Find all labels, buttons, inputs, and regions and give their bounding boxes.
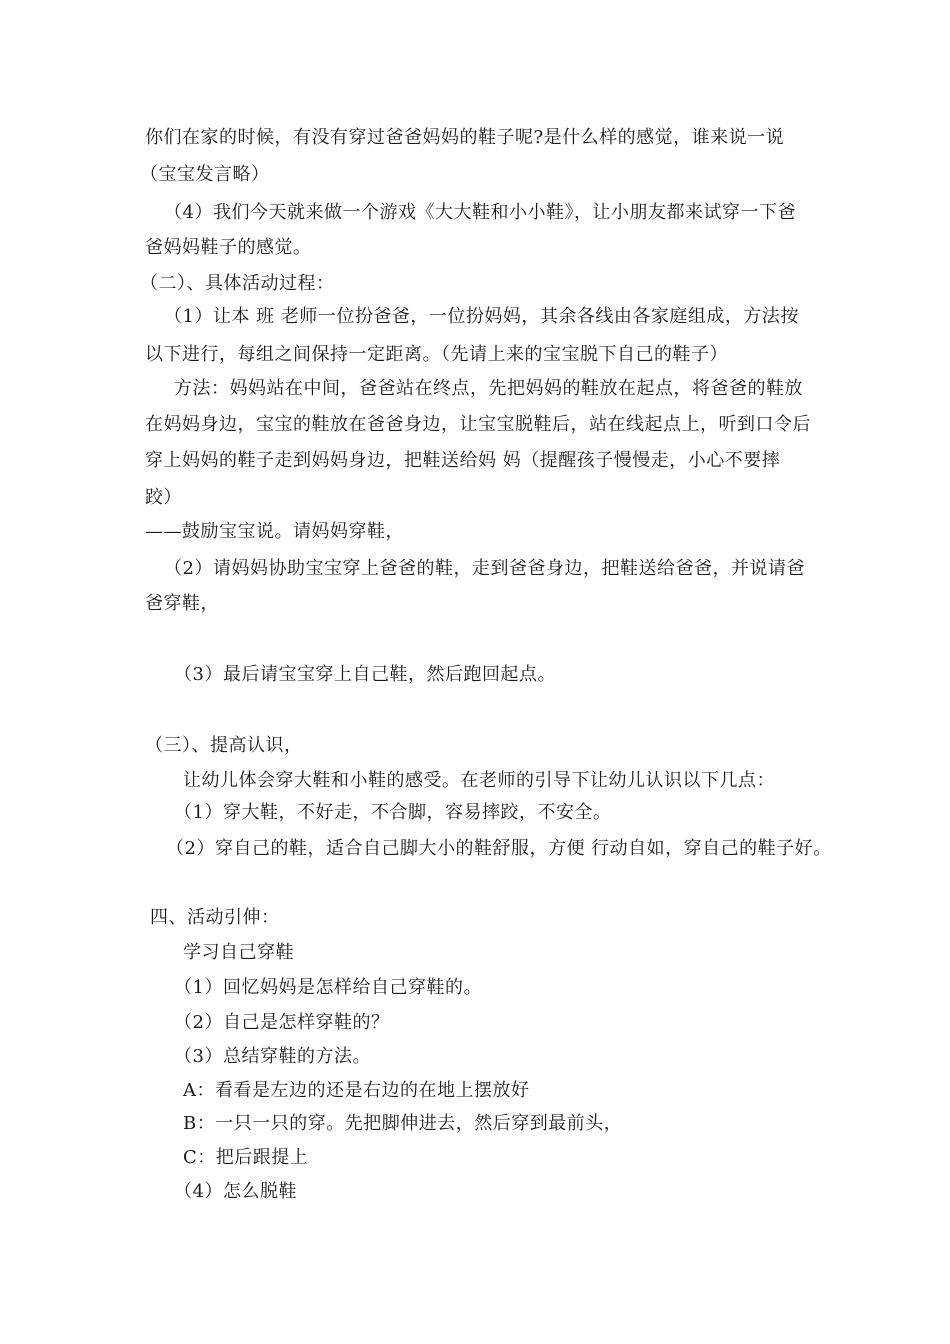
text-line: 在妈妈身边，宝宝的鞋放在爸爸身边，让宝宝脱鞋后，站在线起点上，听到口令后	[145, 414, 811, 435]
text-line: （2）自己是怎样穿鞋的？	[174, 1012, 390, 1033]
text-line: （4）怎么脱鞋	[174, 1181, 297, 1202]
text-line: （1）回忆妈妈是怎样给自己穿鞋的。	[174, 977, 482, 998]
text-line: 穿上妈妈的鞋子走到妈妈身边，把鞋送给妈 妈（提醒孩子慢慢走，小心不要摔	[145, 450, 781, 471]
text-line: （3）总结穿鞋的方法。	[174, 1046, 371, 1067]
text-line: 爸妈妈鞋子的感觉。	[145, 237, 312, 258]
text-line: 你们在家的时候，有没有穿过爸爸妈妈的鞋子呢?是什么样的感觉，谁来说一说	[145, 127, 785, 148]
text-line: A：看看是左边的还是右边的在地上摆放好	[183, 1080, 530, 1101]
text-line: 爸穿鞋，	[145, 593, 219, 614]
text-line: （2）穿自己的鞋，适合自己脚大小的鞋舒服，方便 行动自如，穿自己的鞋子好。	[166, 838, 832, 859]
text-line: C：把后跟提上	[183, 1147, 309, 1168]
text-line: （宝宝发言略）	[140, 164, 270, 185]
text-line: （2）请妈妈协助宝宝穿上爸爸的鞋，走到爸爸身边，把鞋送给爸爸，并说请爸	[164, 558, 805, 579]
text-line: （3）最后请宝宝穿上自己鞋，然后跑回起点。	[174, 664, 556, 685]
text-line: 跤）	[145, 487, 182, 508]
text-line: 学习自己穿鞋	[183, 942, 294, 963]
section-heading: 四、活动引伸：	[150, 907, 280, 928]
text-line: （1）让本 班 老师一位扮爸爸，一位扮妈妈，其余各线由各家庭组成，方法按	[164, 306, 799, 327]
text-line: （1）穿大鞋，不好走，不合脚，容易摔跤，不安全。	[174, 802, 612, 823]
text-line: ——鼓励宝宝说。请妈妈穿鞋，	[145, 521, 404, 542]
section-heading: （二）、具体活动过程：	[140, 273, 335, 294]
text-line: 方法：妈妈站在中间，爸爸站在终点，先把妈妈的鞋放在起点，将爸爸的鞋放	[174, 378, 803, 399]
text-line: 让幼儿体会穿大鞋和小鞋的感受。在老师的引导下让幼儿认识以下几点：	[183, 770, 775, 791]
text-line: B：一只一只的穿。先把脚伸进去，然后穿到最前头，	[183, 1113, 623, 1134]
text-line: （4）我们今天就来做一个游戏《大大鞋和小小鞋》，让小朋友都来试穿一下爸	[164, 202, 796, 223]
text-line: 以下进行，每组之间保持一定距离。（先请上来的宝宝脱下自己的鞋子）	[145, 344, 728, 365]
section-heading: （三）、提高认识，	[145, 735, 303, 756]
